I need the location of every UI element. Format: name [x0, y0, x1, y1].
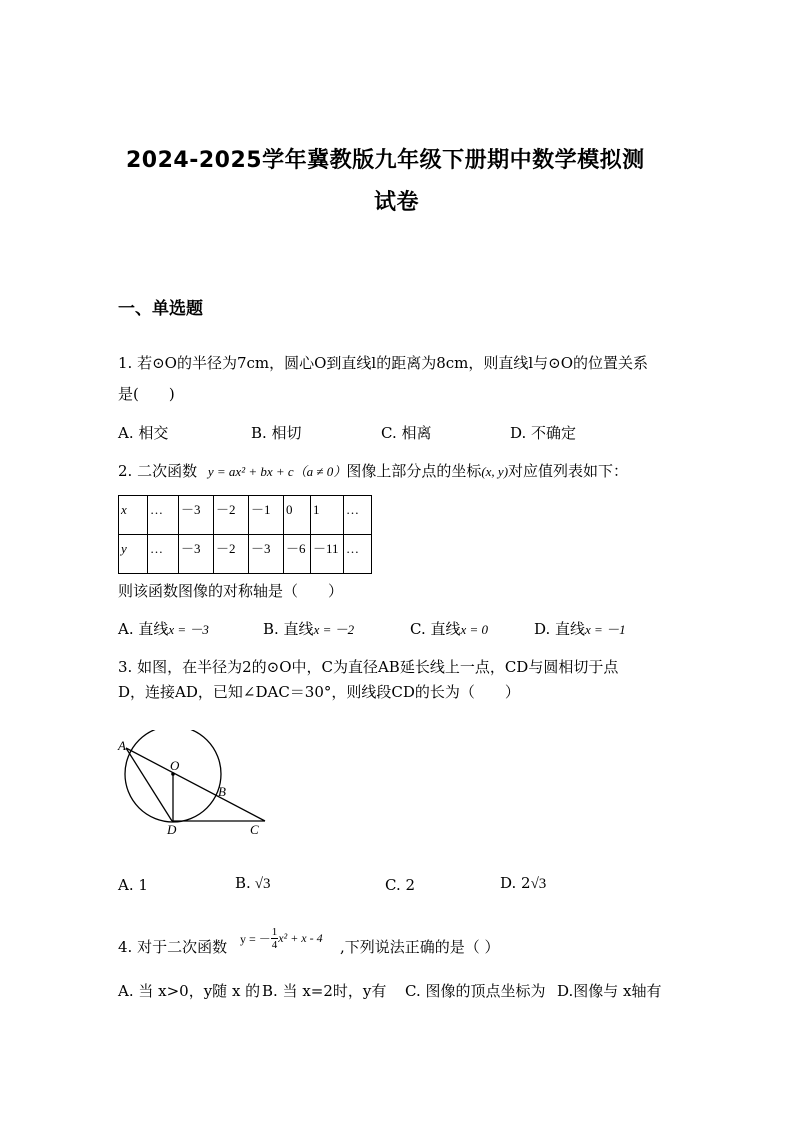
q1-stem-line2: 是( )	[118, 385, 175, 403]
q3-option-d-label: D. 2	[500, 874, 531, 892]
q3-option-b-math: √3	[254, 876, 271, 892]
q2-option-d-label: D. 直线	[534, 620, 586, 638]
table-cell: －6	[284, 535, 311, 574]
q2-option-b-math: x = －2	[313, 622, 355, 637]
q2-formula: y = ax² + bx + c（a ≠ 0）	[207, 464, 347, 479]
q4-stem-prefix: 4. 对于二次函数	[118, 938, 228, 956]
point-label-a: A	[118, 738, 126, 753]
table-cell: 1	[311, 496, 344, 535]
table-cell: －2	[214, 496, 249, 535]
q1-option-d[interactable]: D. 不确定	[510, 424, 577, 442]
table-cell: y	[119, 535, 148, 574]
q3-stem-line2: D，连接AD，已知∠DAC＝30°，则线段CD的长为（ ）	[118, 683, 520, 701]
q4-formula-y: y = －	[240, 932, 271, 946]
table-cell: －2	[214, 535, 249, 574]
q4-stem-suffix: ,下列说法正确的是（ ）	[340, 938, 500, 956]
q3-stem-line1: 3. 如图，在半径为2的⊙O中，C为直径AB延长线上一点，CD与圆相切于点	[118, 658, 619, 676]
q3-option-b-label: B.	[235, 874, 251, 892]
circle-tangent-figure	[116, 730, 276, 845]
q4-fraction-num: 1	[271, 926, 278, 938]
point-label-b: B	[218, 784, 226, 799]
q2-option-d[interactable]	[534, 618, 626, 639]
q4-fraction-den: 4	[271, 939, 278, 951]
page-title-line1: 2024-2025学年冀教版九年级下册期中数学模拟测	[126, 148, 645, 173]
q2-option-c-label: C. 直线	[410, 620, 461, 638]
table-cell: …	[344, 535, 372, 574]
q2-stem	[118, 460, 628, 481]
q3-option-b[interactable]	[235, 874, 271, 893]
q4-option-b[interactable]: B. 当 x=2时，y有	[262, 982, 387, 1000]
q4-formula-rest: x² + x - 4	[278, 931, 323, 945]
table-row-y	[119, 535, 372, 574]
q1-option-b[interactable]: B. 相切	[251, 424, 302, 442]
q4-stem	[118, 936, 227, 957]
q2-option-b[interactable]	[263, 618, 354, 639]
table-cell: －3	[179, 535, 214, 574]
q3-option-d-math: √3	[530, 876, 547, 892]
q2-option-a-label: A. 直线	[118, 620, 169, 638]
q1-option-c[interactable]: C. 相离	[381, 424, 432, 442]
q2-coord: (x, y)	[481, 464, 509, 479]
point-label-c: C	[250, 822, 259, 837]
point-label-d: D	[167, 822, 177, 837]
q3-option-d[interactable]	[500, 874, 546, 893]
q2-stem-prefix: 2. 二次函数	[118, 462, 198, 480]
q1-stem-line1: 1. 若⊙O的半径为7cm，圆心O到直线l的距离为8cm，则直线l与⊙O的位置关系	[118, 354, 649, 372]
table-cell: －1	[249, 496, 284, 535]
q2-option-a[interactable]	[118, 618, 209, 639]
q3-option-c[interactable]: C. 2	[385, 876, 416, 894]
q2-question: 则该函数图像的对称轴是（ ）	[118, 582, 344, 600]
value-table	[118, 495, 372, 574]
table-cell: …	[148, 496, 179, 535]
table-row-x	[119, 496, 372, 535]
table-cell: －11	[311, 535, 344, 574]
q2-stem-mid: 图像上部分点的坐标	[346, 462, 482, 480]
q2-option-c[interactable]	[410, 618, 488, 639]
q2-stem-suffix: 对应值列表如下：	[508, 462, 629, 480]
page-title-line2: 试卷	[374, 190, 420, 215]
table-cell: 0	[284, 496, 311, 535]
table-cell: …	[148, 535, 179, 574]
q4-option-c[interactable]: C. 图像的顶点坐标为	[405, 982, 546, 1000]
point-label-o: O	[170, 758, 180, 773]
q2-option-a-math: x = －3	[168, 622, 209, 637]
q4-option-d[interactable]: D.图像与 x轴有	[557, 982, 662, 1000]
q2-option-c-math: x = 0	[460, 622, 489, 637]
q3-option-a[interactable]: A. 1	[118, 876, 148, 894]
q2-option-d-math: x = －1	[585, 622, 626, 637]
table-cell: －3	[179, 496, 214, 535]
q4-formula	[240, 926, 323, 951]
section-heading: 一、单选题	[118, 299, 203, 319]
table-cell: －3	[249, 535, 284, 574]
q2-option-b-label: B. 直线	[263, 620, 314, 638]
table-cell: …	[344, 496, 372, 535]
table-cell: x	[119, 496, 148, 535]
q4-option-a[interactable]: A. 当 x>0，y随 x 的	[118, 982, 261, 1000]
q1-option-a[interactable]: A. 相交	[118, 424, 169, 442]
